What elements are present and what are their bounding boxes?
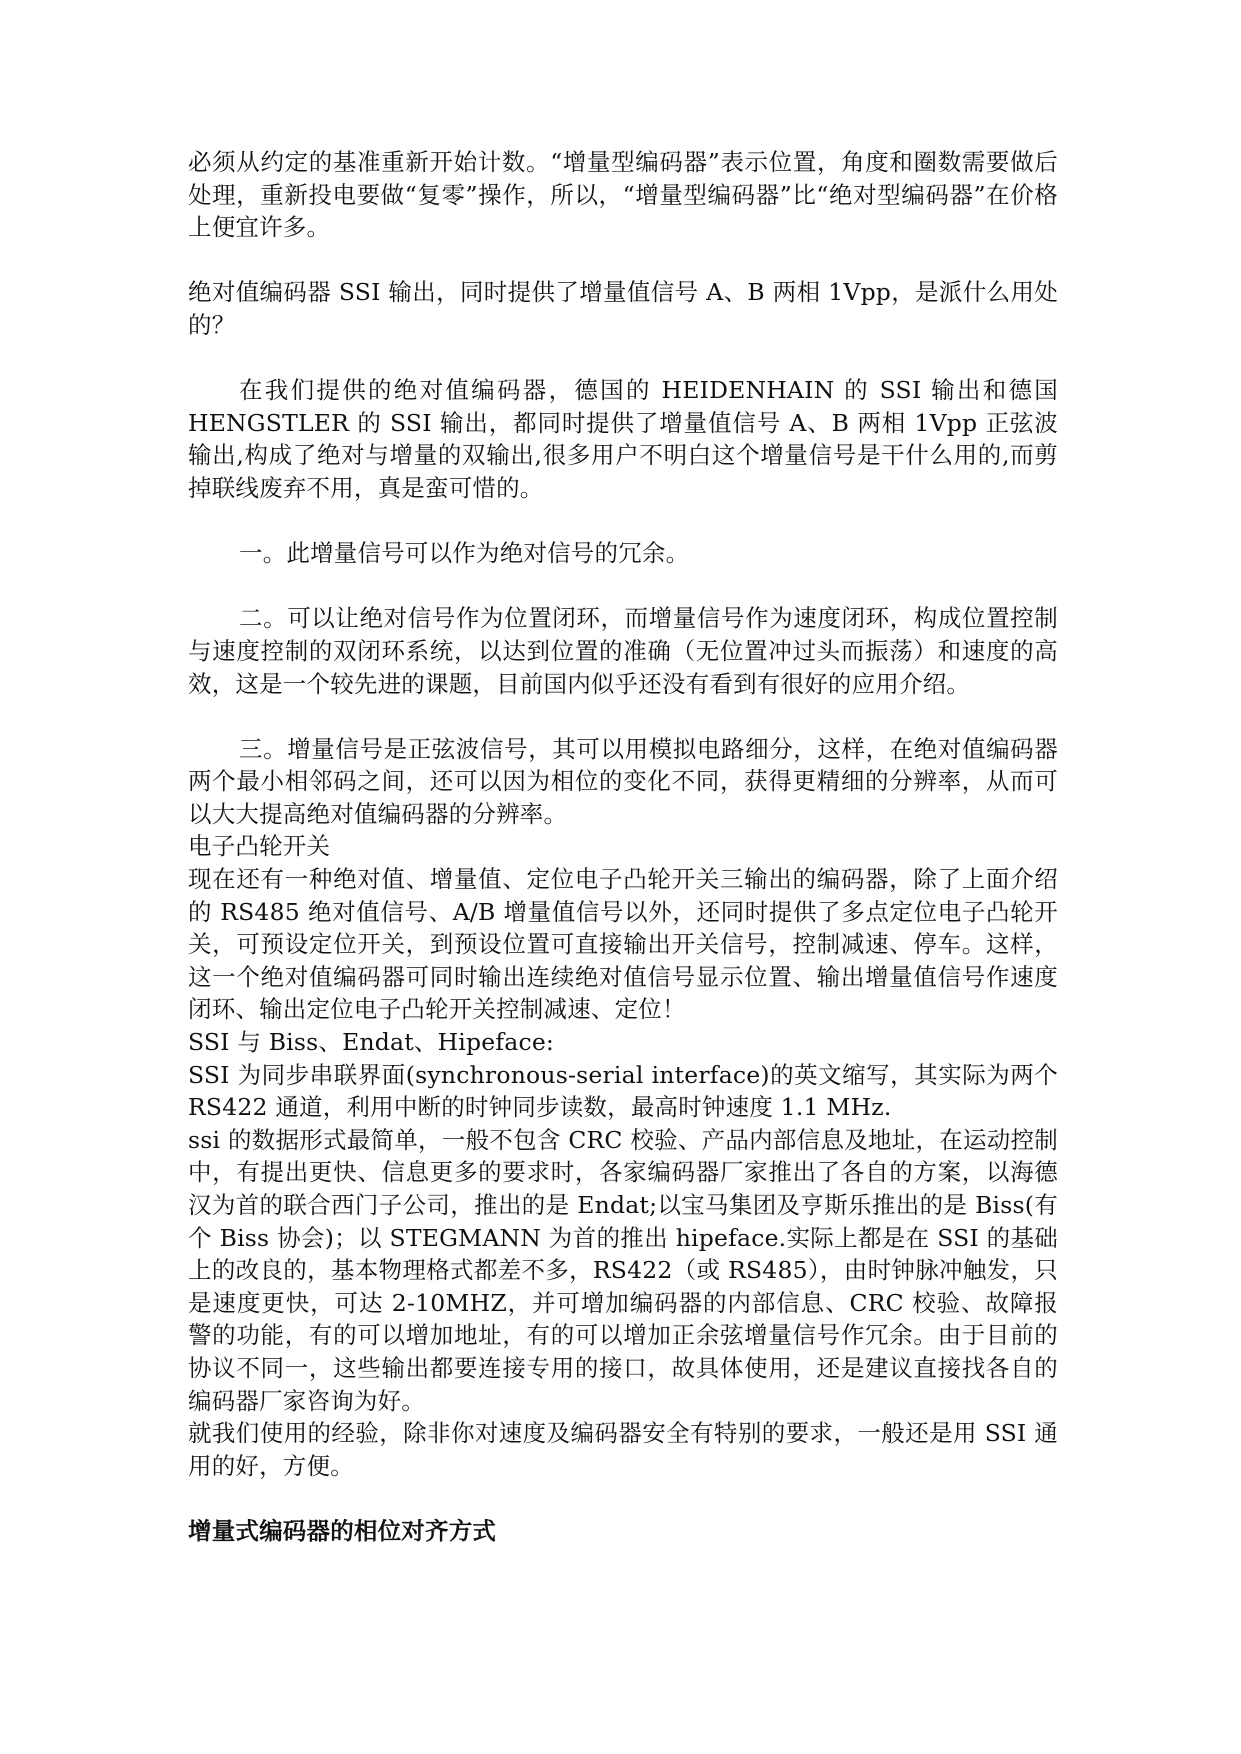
subtitle-ssi-biss-endat: SSI 与 Biss、Endat、Hipeface: <box>188 1028 555 1057</box>
point-three-resolution: 三。增量信号是正弦波信号，其可以用模拟电路细分，这样，在绝对值编码器两个最小相邻码之间，还可以因为相位的变化不同，获得更精细的分辨率，从而可以大大提高绝对值编码器的分辨率。 <box>188 734 1058 828</box>
subtitle-electronic-cam: 电子凸轮开关 <box>188 832 331 861</box>
point-two-dual-loop: 二。可以让绝对信号作为位置闭环，而增量信号作为速度闭环，构成位置控制与速度控制的双闭环系统，以达到位置的准确（无位置冲过头而振荡）和速度的高效，这是一个较先进的课题，目前国内似乎还没有看到有很好的应用介绍。 <box>188 604 1058 698</box>
paragraph-ssi-definition: SSI 为同步串联界面(synchronous-serial interface)的英文缩写，其实际为两个 RS422 通道，利用中断的时钟同步读数，最高时钟速度 1.1 MHz. <box>188 1060 1058 1122</box>
paragraph-electronic-cam: 现在还有一种绝对值、增量值、定位电子凸轮开关三输出的编码器，除了上面介绍的 RS485 绝对值信号、A/B 增量值信号以外，还同时提供了多点定位电子凸轮开关，可预设定位开关，到预设位置可直接输出开关信号，控制减速、停车。这样，这一个绝对值编码器可同时输出连续绝对值信号显示位置、输出增量值信号作速度闭环、输出定位电子凸轮开关控制减速、定位！ <box>188 865 1058 1024</box>
question-ssi-output: 绝对值编码器 SSI 输出，同时提供了增量值信号 A、B 两相 1Vpp，是派什么用处的？ <box>188 278 1058 339</box>
paragraph-heidenhain-hengstler: 在我们提供的绝对值编码器，德国的 HEIDENHAIN 的 SSI 输出和德国 HENGSTLER 的 SSI 输出，都同时提供了增量值信号 A、B 两相 1Vpp 正弦波输出,构成了绝对与增量的双输出,很多用户不明白这个增量信号是干什么用的,而剪掉联线废弃不用，真是蛮可惜的。 <box>188 376 1058 502</box>
paragraph-ssi-protocols: ssi 的数据形式最简单，一般不包含 CRC 校验、产品内部信息及地址，在运动控制中，有提出更快、信息更多的要求时，各家编码器厂家推出了各自的方案，以海德汉为首的联合西门子公司，推出的是 Endat;以宝马集团及亨斯乐推出的是 Biss(有个 Biss 协会)；以 STEGMANN 为首的推出 hipeface.实际上都是在 SSI 的基础上的改良的，基本物理格式都差不多，RS422（或 RS485），由时钟脉冲触发，只是速度更快，可达 2-10MHZ，并可增加编码器的内部信息、CRC 校验、故障报警的功能，有的可以增加地址，有的可以增加正余弦增量信号作冗余。由于目前的协议不同一，这些输出都要连接专用的接口，故具体使用，还是建议直接找各自的编码器厂家咨询为好。 <box>188 1125 1058 1415</box>
point-one-redundancy: 一。此增量信号可以作为绝对信号的冗余。 <box>239 539 690 568</box>
paragraph-incremental-encoder-price: 必须从约定的基准重新开始计数。“增量型编码器”表示位置，角度和圈数需要做后处理，重新投电要做“复零”操作，所以，“增量型编码器”比“绝对型编码器”在价格上便宜许多。 <box>188 148 1058 242</box>
paragraph-recommendation: 就我们使用的经验，除非你对速度及编码器安全有特别的要求，一般还是用 SSI 通用的好，方便。 <box>188 1419 1058 1480</box>
document-page <box>188 146 1058 1548</box>
section-heading: 增量式编码器的相位对齐方式 <box>188 1516 497 1545</box>
